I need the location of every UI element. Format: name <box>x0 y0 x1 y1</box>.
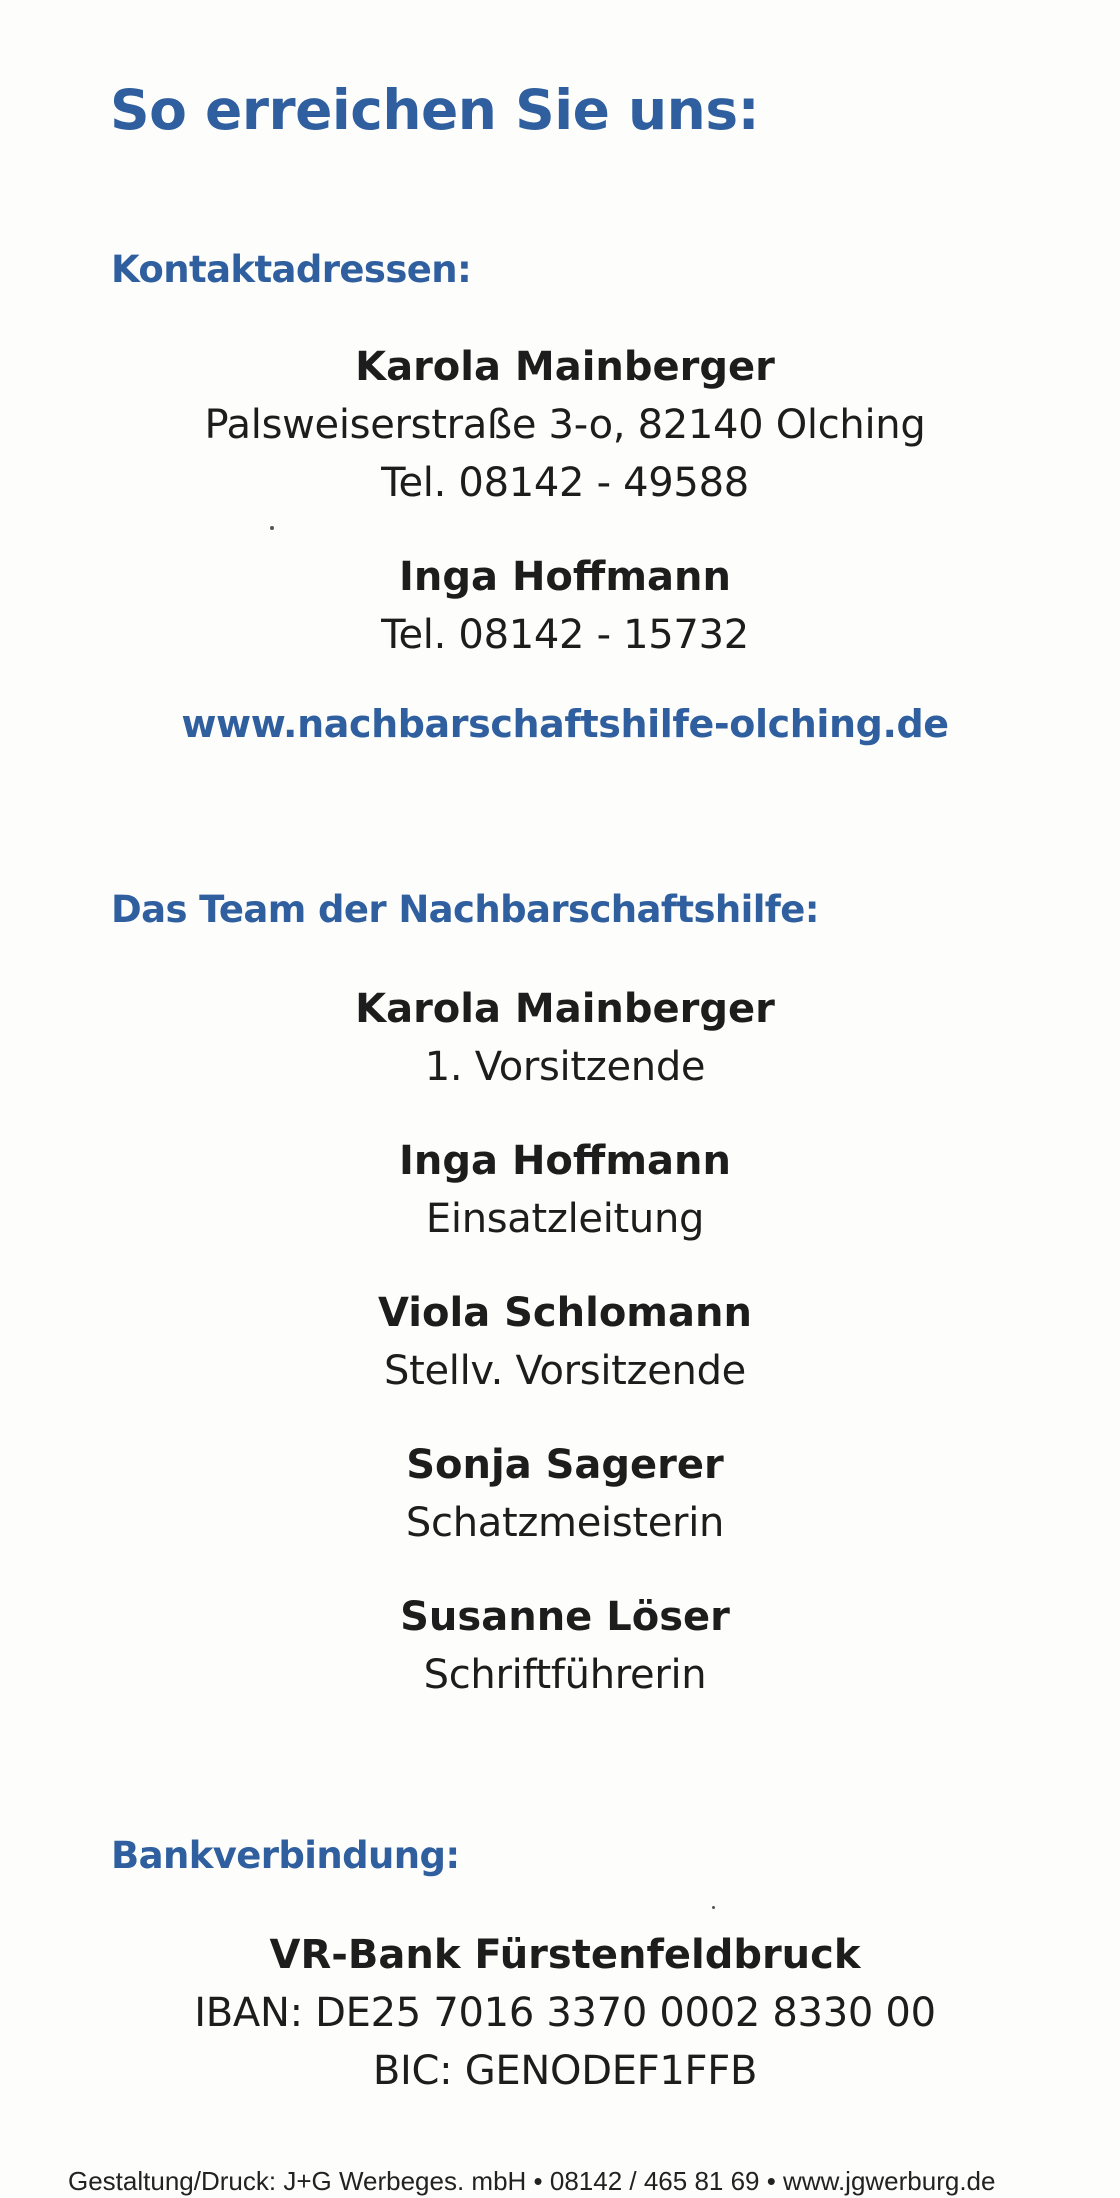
contacts-heading: Kontaktadressen: <box>111 248 472 291</box>
team-member-name: Susanne Löser <box>400 1594 730 1640</box>
team-member-2 <box>0 1132 1120 1248</box>
bank-name: VR-Bank Fürstenfeldbruck <box>269 1932 861 1978</box>
contact-person-2 <box>0 548 1120 664</box>
contact-2-name: Inga Hoffmann <box>399 554 731 600</box>
team-member-3 <box>0 1284 1120 1400</box>
team-member-name: Karola Mainberger <box>355 986 775 1032</box>
contact-person-1 <box>0 338 1120 512</box>
team-member-role: Schatzmeisterin <box>405 1500 725 1546</box>
page-title: So erreichen Sie uns: <box>110 78 760 142</box>
contact-1-phone: Tel. 08142 - 49588 <box>381 460 749 506</box>
contact-1-address: Palsweiserstraße 3-o, 82140 Olching <box>204 402 926 448</box>
scan-speck <box>270 526 274 530</box>
bank-bic: BIC: GENODEF1FFB <box>372 2048 758 2094</box>
team-member-role: Stellv. Vorsitzende <box>384 1348 746 1394</box>
bank-heading: Bankverbindung: <box>111 1834 460 1877</box>
website-link[interactable]: www.nachbarschaftshilfe-olching.de <box>181 702 949 746</box>
team-member-4 <box>0 1436 1120 1552</box>
team-member-5 <box>0 1588 1120 1704</box>
team-heading: Das Team der Nachbarschaftshilfe: <box>111 888 819 931</box>
contact-2-phone: Tel. 08142 - 15732 <box>381 612 749 658</box>
team-member-name: Viola Schlomann <box>378 1290 752 1336</box>
team-member-1 <box>0 980 1120 1096</box>
team-member-role: Schriftführerin <box>423 1652 707 1698</box>
scan-speck <box>712 1906 715 1909</box>
team-member-name: Inga Hoffmann <box>399 1138 731 1184</box>
team-member-role: 1. Vorsitzende <box>424 1044 706 1090</box>
contact-1-name: Karola Mainberger <box>355 344 775 390</box>
team-member-role: Einsatzleitung <box>425 1196 705 1242</box>
print-credit-footer: Gestaltung/Druck: J+G Werbeges. mbH • 08142 / 465 81 69 • www.jgwerburg.de <box>68 2166 996 2196</box>
bank-details <box>0 1926 1120 2100</box>
team-member-name: Sonja Sagerer <box>406 1442 724 1488</box>
bank-iban: IBAN: DE25 7016 3370 0002 8330 00 <box>194 1990 936 2036</box>
